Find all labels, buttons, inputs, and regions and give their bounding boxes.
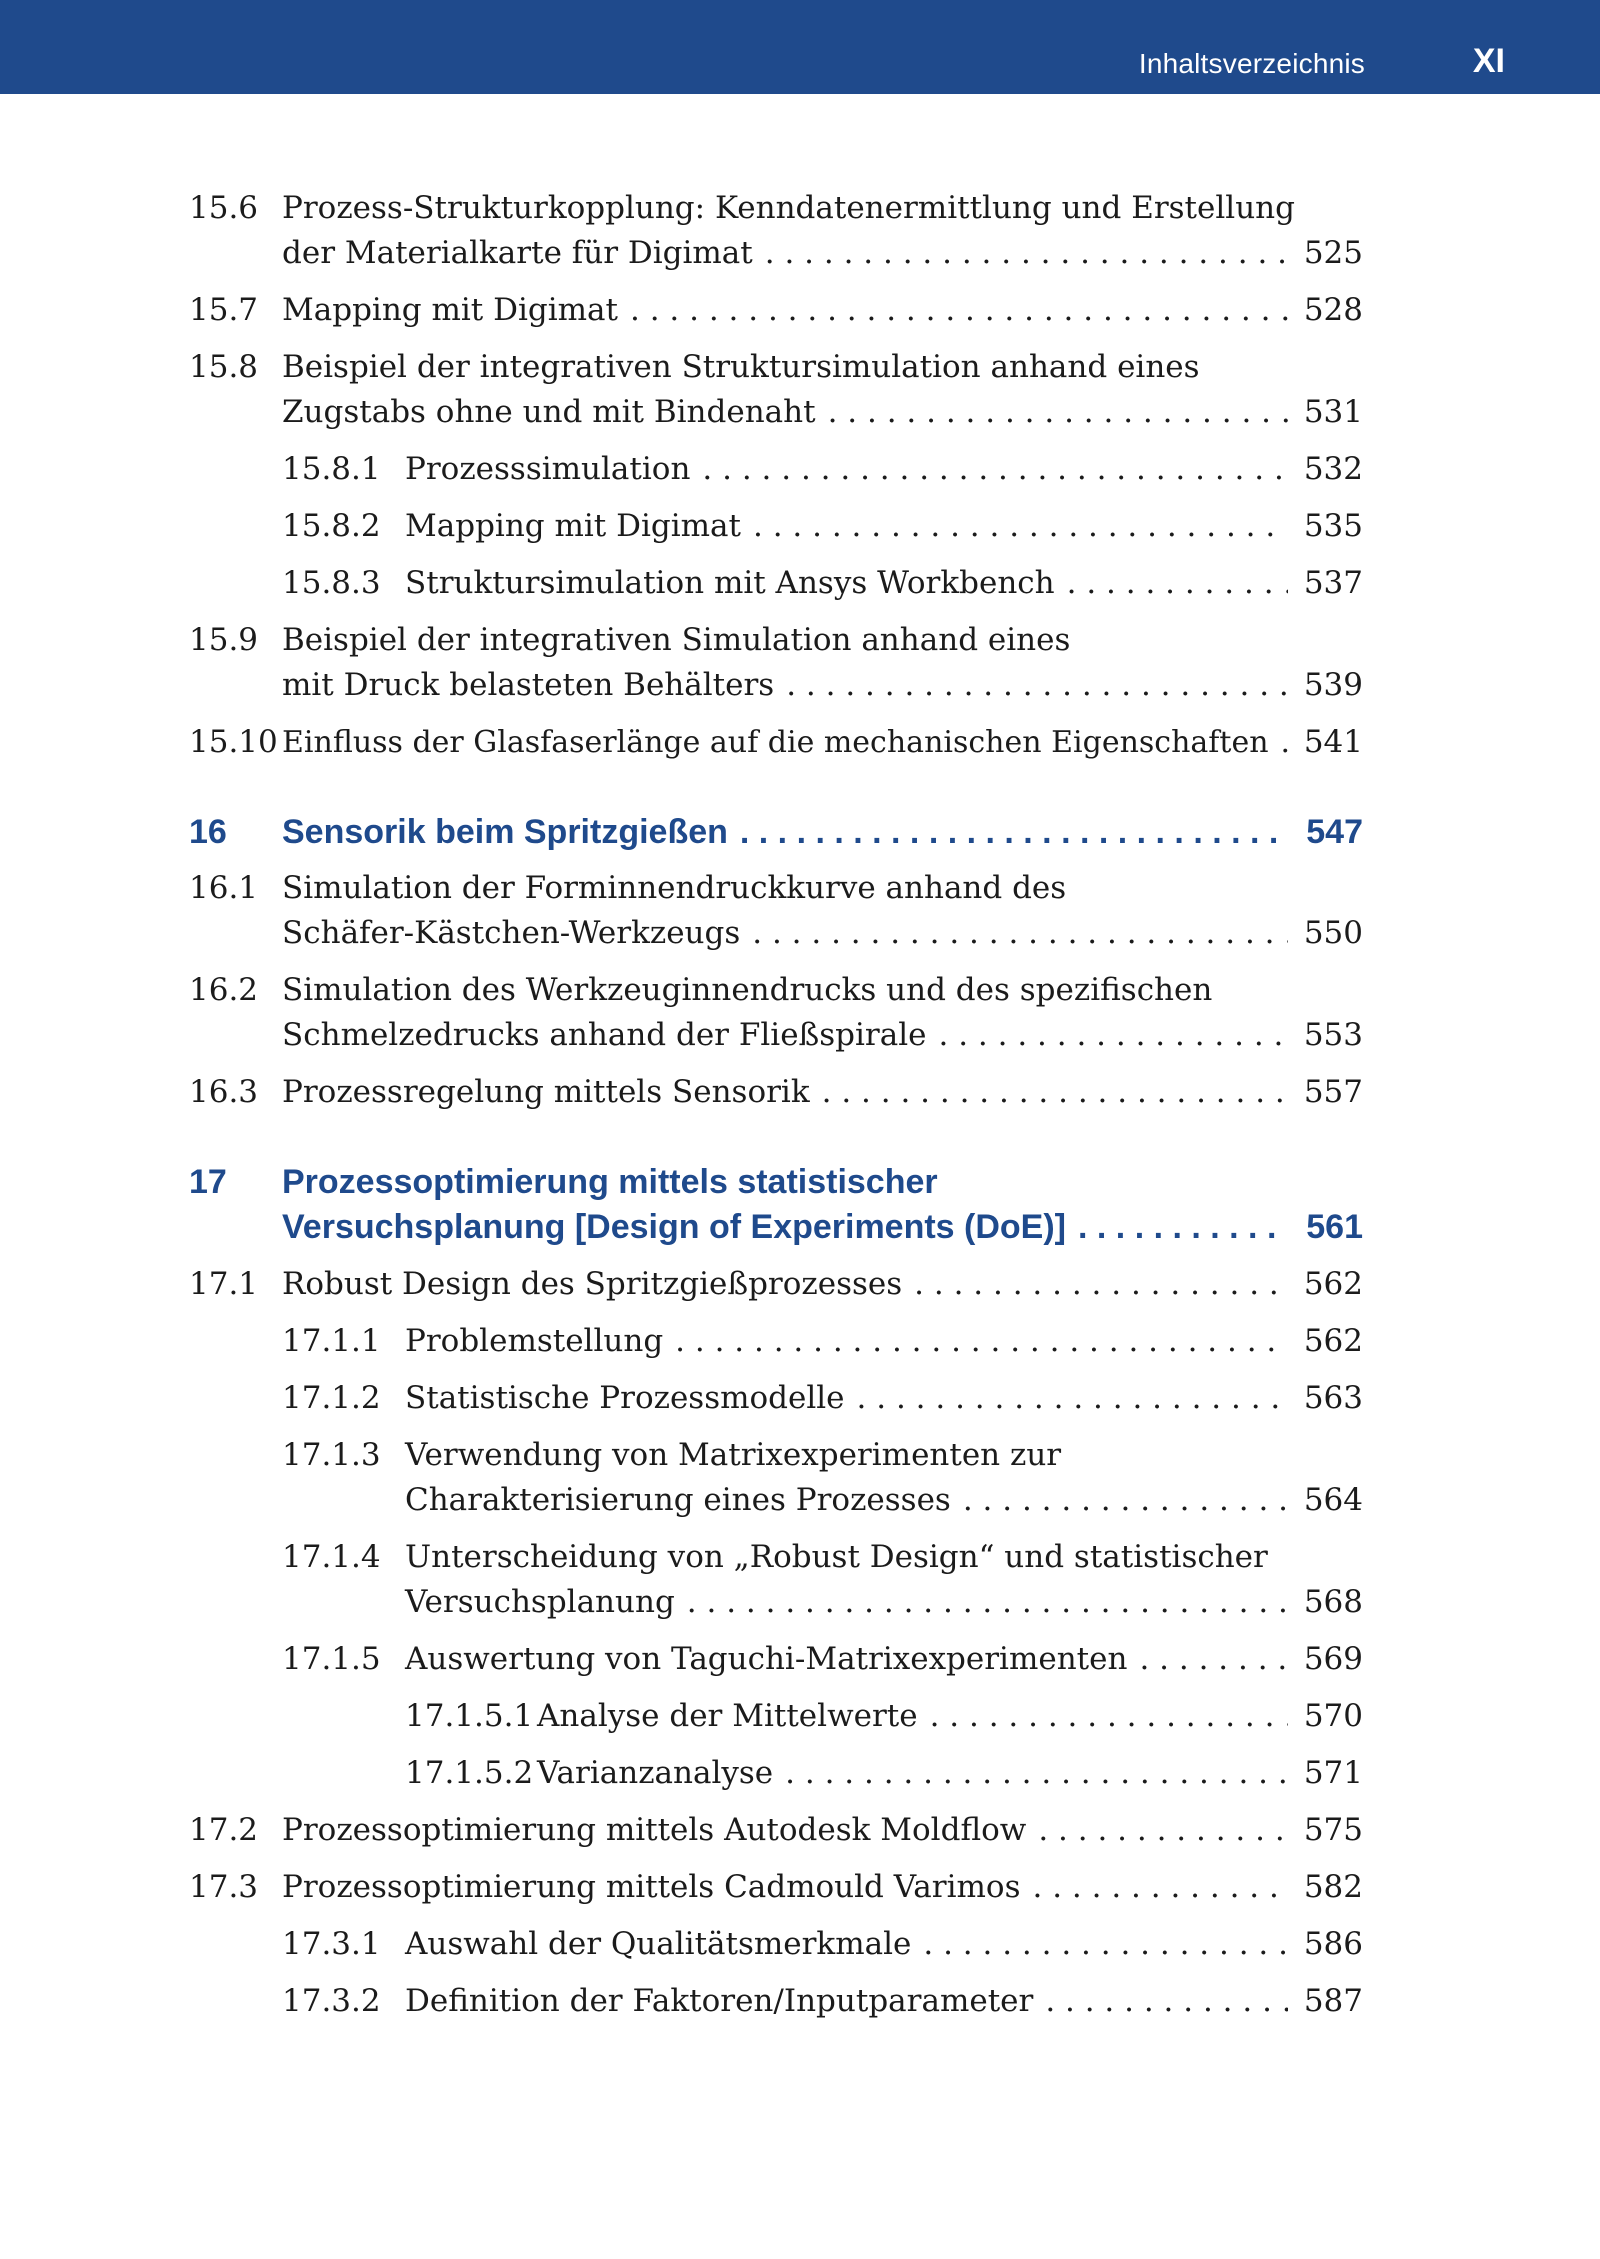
toc-entry-number: 16.2 — [189, 972, 259, 1008]
toc-entry-title: Varianzanalyse — [537, 1755, 774, 1791]
toc-entry-number: 15.8 — [189, 349, 259, 385]
toc-entry-title: Prozess-Strukturkopplung: Kenndatenermittlung und Erstellung — [282, 190, 1295, 226]
toc-entry-title: Mapping mit Digimat — [405, 508, 741, 544]
dot-leader — [857, 1376, 1288, 1421]
dot-leader — [1139, 1637, 1288, 1682]
toc-entry-page: 570 — [1303, 1698, 1363, 1734]
toc-entry-title: Prozessoptimierung mittels Cadmould Varimos — [282, 1869, 1021, 1905]
toc-chapter-page: 561 — [1306, 1208, 1363, 1246]
toc-entry-number: 16.1 — [189, 870, 259, 906]
toc-entry-number: 15.9 — [189, 622, 259, 658]
dot-leader — [938, 1013, 1288, 1058]
toc-entry-page: 571 — [1303, 1755, 1363, 1791]
toc-entry-page: 528 — [1303, 292, 1363, 328]
toc-entry-title: Auswahl der Qualitätsmerkmale — [405, 1926, 912, 1962]
dot-leader — [785, 1751, 1288, 1796]
toc-entry-page: 564 — [1303, 1482, 1363, 1518]
toc-entry-leader-line — [282, 1205, 1288, 1250]
toc-entry-title: Beispiel der integrativen Struktursimulation anhand eines — [282, 349, 1200, 385]
dot-leader — [765, 231, 1288, 276]
toc-entry-number: 15.8.1 — [282, 451, 381, 487]
toc-entry-title: Analyse der Mittelwerte — [537, 1698, 918, 1734]
page-number: XI — [1472, 42, 1505, 80]
toc-entry-title: Zugstabs ohne und mit Bindenaht — [282, 394, 816, 430]
toc-chapter-title: Prozessoptimierung mittels statistischer — [282, 1163, 938, 1201]
dot-leader — [687, 1580, 1288, 1625]
toc-entry-title: Simulation der Forminnendruckkurve anhand des — [282, 870, 1067, 906]
toc-entry-title: Charakterisierung eines Prozesses — [405, 1482, 951, 1518]
toc-entry-number: 15.10 — [189, 724, 278, 760]
toc-entry-page: 582 — [1303, 1869, 1363, 1905]
toc-entry-leader-line — [282, 810, 1288, 855]
dot-leader — [702, 447, 1288, 492]
toc-entry-number: 17.1.4 — [282, 1539, 381, 1575]
toc-entry-leader-line — [405, 1376, 1288, 1421]
toc-entry-leader-line — [282, 390, 1288, 435]
toc-entry-page: 563 — [1303, 1380, 1363, 1416]
toc-entry-page: 531 — [1303, 394, 1363, 430]
toc-entry-number: 15.8.2 — [282, 508, 381, 544]
toc-entry-number: 17.3 — [189, 1869, 259, 1905]
toc-entry-page: 557 — [1303, 1074, 1363, 1110]
toc-entry-page: 562 — [1303, 1266, 1363, 1302]
toc-entry-title: Prozessregelung mittels Sensorik — [282, 1074, 810, 1110]
dot-leader — [786, 663, 1288, 708]
toc-entry-leader-line — [405, 1580, 1288, 1625]
toc-entry-number: 17.3.1 — [282, 1926, 381, 1962]
toc-entry-number: 15.8.3 — [282, 565, 381, 601]
toc-entry-title: Prozesssimulation — [405, 451, 691, 487]
toc-entry-title: Robust Design des Spritzgießprozesses — [282, 1266, 903, 1302]
toc-entry-number: 17.1 — [189, 1266, 259, 1302]
toc-entry-number: 17.1.5.2 — [405, 1755, 534, 1791]
toc-chapter-title: Versuchsplanung [Design of Experiments (DoE)] — [282, 1208, 1067, 1246]
dot-leader — [923, 1922, 1288, 1967]
toc-entry-page: 541 — [1303, 724, 1363, 760]
toc-entry-title: Schäfer-Kästchen-Werkzeugs — [282, 915, 741, 951]
dot-leader — [753, 504, 1288, 549]
toc-entry-title: Simulation des Werkzeuginnendrucks und des spezifischen — [282, 972, 1213, 1008]
dot-leader — [740, 810, 1288, 855]
toc-entry-title: Beispiel der integrativen Simulation anhand eines — [282, 622, 1071, 658]
toc-entry-leader-line — [282, 231, 1288, 276]
toc-entry-leader-line — [405, 1922, 1288, 1967]
toc-chapter-number: 16 — [189, 813, 227, 851]
toc-chapter-page: 547 — [1306, 813, 1363, 851]
dot-leader — [1032, 1865, 1288, 1910]
toc-entry-title: Prozessoptimierung mittels Autodesk Moldflow — [282, 1812, 1027, 1848]
toc-entry-leader-line — [282, 1262, 1288, 1307]
toc-entry-page: 568 — [1303, 1584, 1363, 1620]
toc-entry-leader-line — [537, 1694, 1288, 1739]
toc-entry-title: mit Druck belasteten Behälters — [282, 667, 775, 703]
toc-entry-page: 537 — [1303, 565, 1363, 601]
toc-entry-leader-line — [282, 1070, 1288, 1115]
toc-entry-page: 553 — [1303, 1017, 1363, 1053]
toc-entry-leader-line — [282, 1865, 1288, 1910]
toc-entry-leader-line — [405, 504, 1288, 549]
toc-entry-page: 562 — [1303, 1323, 1363, 1359]
dot-leader — [752, 911, 1288, 956]
toc-entry-title: Problemstellung — [405, 1323, 664, 1359]
toc-entry-leader-line — [537, 1751, 1288, 1796]
toc-entry-leader-line — [405, 447, 1288, 492]
toc-entry-page: 569 — [1303, 1641, 1363, 1677]
toc-entry-leader-line — [405, 1478, 1288, 1523]
toc-chapter-title: Sensorik beim Spritzgießen — [282, 813, 728, 851]
toc-entry-leader-line — [282, 911, 1288, 956]
toc-entry-leader-line — [405, 1319, 1288, 1364]
dot-leader — [1281, 720, 1288, 765]
toc-entry-leader-line — [282, 663, 1288, 708]
dot-leader — [630, 288, 1288, 333]
toc-entry-number: 17.1.2 — [282, 1380, 381, 1416]
toc-entry-page: 525 — [1303, 235, 1363, 271]
toc-entry-title: Unterscheidung von „Robust Design“ und statistischer — [405, 1539, 1268, 1575]
toc-entry-page: 535 — [1303, 508, 1363, 544]
toc-entry-leader-line — [282, 1013, 1288, 1058]
toc-entry-title: Schmelzedrucks anhand der Fließspirale — [282, 1017, 927, 1053]
running-header-title: Inhaltsverzeichnis — [1138, 48, 1365, 79]
toc-entry-leader-line — [405, 1979, 1288, 2024]
toc-entry-title: Verwendung von Matrixexperimenten zur — [405, 1437, 1062, 1473]
toc-entry-number: 17.1.5.1 — [405, 1698, 534, 1734]
toc-entry-page: 575 — [1303, 1812, 1363, 1848]
toc-entry-page: 586 — [1303, 1926, 1363, 1962]
toc-entry-title: Definition der Faktoren/Inputparameter — [405, 1983, 1034, 2019]
dot-leader — [930, 1694, 1288, 1739]
toc-entry-number: 17.1.1 — [282, 1323, 381, 1359]
dot-leader — [1078, 1205, 1288, 1250]
toc-entry-number: 17.1.3 — [282, 1437, 381, 1473]
toc-entry-leader-line — [405, 1637, 1288, 1682]
toc-entry-number: 17.2 — [189, 1812, 259, 1848]
toc-entry-title: der Materialkarte für Digimat — [282, 235, 753, 271]
toc-entry-title: Struktursimulation mit Ansys Workbench — [405, 565, 1055, 601]
toc-chapter-number: 17 — [189, 1163, 227, 1201]
toc-entry-page: 587 — [1303, 1983, 1363, 2019]
toc-entry-leader-line — [282, 1808, 1288, 1853]
dot-leader — [828, 390, 1288, 435]
toc-entry-title: Mapping mit Digimat — [282, 292, 618, 328]
toc-entry-number: 15.7 — [189, 292, 259, 328]
toc-entry-leader-line — [405, 561, 1288, 606]
dot-leader — [675, 1319, 1288, 1364]
dot-leader — [1045, 1979, 1288, 2024]
toc-entry-number: 17.1.5 — [282, 1641, 381, 1677]
toc-entry-page: 550 — [1303, 915, 1363, 951]
toc-entry-title: Auswertung von Taguchi-Matrixexperimenten — [405, 1641, 1128, 1677]
toc-entry-number: 16.3 — [189, 1074, 259, 1110]
dot-leader — [914, 1262, 1288, 1307]
toc-entry-number: 15.6 — [189, 190, 259, 226]
toc-entry-page: 532 — [1303, 451, 1363, 487]
toc-entry-title: Statistische Prozessmodelle — [405, 1380, 845, 1416]
dot-leader — [1067, 561, 1288, 606]
toc-entry-leader-line — [282, 720, 1288, 765]
toc-entry-number: 17.3.2 — [282, 1983, 381, 2019]
dot-leader — [1038, 1808, 1288, 1853]
dot-leader — [963, 1478, 1288, 1523]
toc-entry-title: Einfluss der Glasfaserlänge auf die mechanischen Eigenschaften — [282, 725, 1269, 760]
toc-entry-page: 539 — [1303, 667, 1363, 703]
dot-leader — [822, 1070, 1288, 1115]
toc-entry-title: Versuchsplanung — [405, 1584, 675, 1620]
toc-entry-leader-line — [282, 288, 1288, 333]
